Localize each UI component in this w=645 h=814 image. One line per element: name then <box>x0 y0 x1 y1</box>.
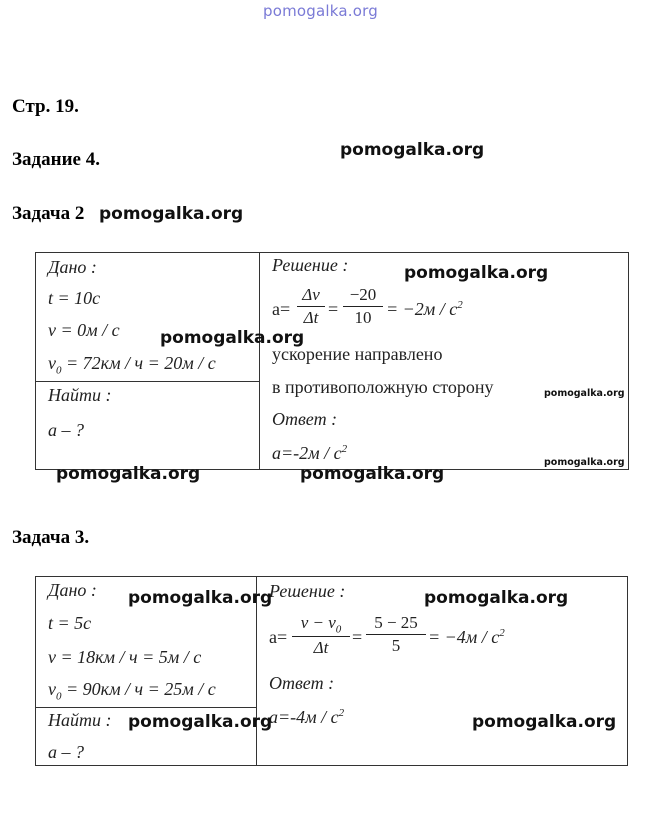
formula-result: = $-4м / с^2$ <box>428 627 505 647</box>
fraction: 5 − 25 5 <box>366 613 426 656</box>
fraction: −20 10 <box>343 285 383 328</box>
answer-value: $a=-2м / с^2$ <box>272 443 348 463</box>
find-value: a – ? <box>48 742 84 762</box>
formula-result: = $-2м / с^2$ <box>386 299 463 319</box>
given-line: t = 10с <box>48 288 101 308</box>
given-line: v = 18км / ч = 5м / с <box>48 647 202 667</box>
assignment-heading: Задание 4. <box>12 149 100 170</box>
watermark: pomogalka.org <box>544 457 625 468</box>
find-value: a – ? <box>48 420 84 440</box>
find-label: Найти : <box>48 385 112 405</box>
answer-label: Ответ : <box>269 673 335 693</box>
fraction: Δv Δt <box>297 285 325 328</box>
task2-heading: Задача 2 <box>12 203 85 224</box>
answer-value: $a=-4м / с^2$ <box>269 707 345 727</box>
given-label: Дано : <box>48 257 97 277</box>
watermark: pomogalka.org <box>160 328 305 348</box>
answer-label: Ответ : <box>272 409 338 429</box>
solution-label: Решение : <box>272 255 349 275</box>
watermark: pomogalka.org <box>404 263 549 283</box>
watermark: pomogalka.org <box>340 140 485 160</box>
given-line: t = 5с <box>48 613 92 633</box>
watermark: pomogalka.org <box>99 204 244 224</box>
find-label: Найти : <box>48 710 112 730</box>
top-watermark: pomogalka.org <box>263 2 378 20</box>
given-label: Дано : <box>48 580 97 600</box>
equals: = <box>352 627 363 647</box>
equals: = <box>328 299 339 319</box>
solution-text: в противоположную сторону <box>272 377 494 397</box>
fraction: $v - v_0$ Δt <box>292 613 350 658</box>
formula-prefix: a= <box>272 299 291 319</box>
solution-text: ускорение направлено <box>272 344 443 364</box>
watermark: pomogalka.org <box>472 712 617 732</box>
watermark: pomogalka.org <box>300 464 445 484</box>
watermark: pomogalka.org <box>56 464 201 484</box>
watermark: pomogalka.org <box>424 588 569 608</box>
task3-heading: Задача 3. <box>12 527 90 548</box>
task2-table <box>35 252 629 470</box>
watermark: pomogalka.org <box>544 388 625 399</box>
given-line: $v_0 = 90км / ч = 25м / с$ <box>48 679 216 703</box>
solution-label: Решение : <box>269 581 346 601</box>
page-heading: Стр. 19. <box>12 96 79 117</box>
watermark: pomogalka.org <box>128 712 273 732</box>
watermark: pomogalka.org <box>128 588 273 608</box>
formula-prefix: a= <box>269 627 288 647</box>
given-line: $v_0 = 72км / ч = 20м / с$ <box>48 353 216 377</box>
given-line: v = 0м / с <box>48 320 120 340</box>
